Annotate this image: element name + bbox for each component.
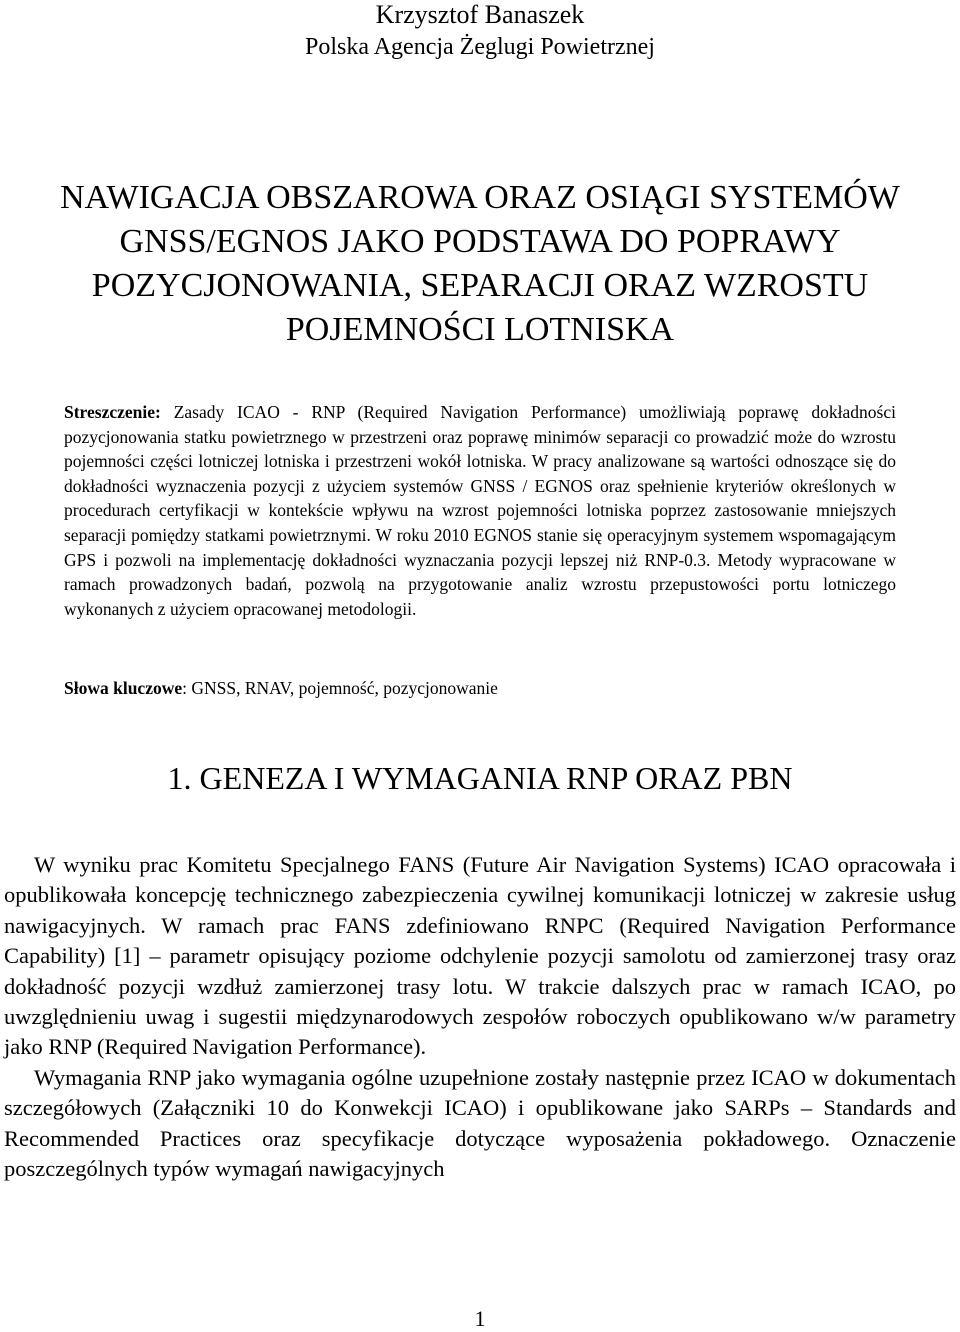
keywords-label: Słowa kluczowe [64, 678, 183, 698]
author-block [0, 0, 960, 62]
keywords [64, 676, 896, 700]
section-body [4, 850, 956, 1184]
body-paragraph: W wyniku prac Komitetu Specjalnego FANS (Future Air Navigation Systems) ICAO opracowała i opublikowała koncepcję technicznego zabezpieczenia cywilnej komunikacji lotniczej w zakresie usług nawigacyjnych. W ramach prac FANS zdefiniowano RNPC (Required Navigation Performance Capability) [1] – parametr opisujący poziome odchylenie pozycji samolotu od zamierzonej trasy oraz dokładność pozycji wzdłuż zamierzonej trasy lotu. W trakcie dalszych prac w ramach ICAO, po uwzględnieniu uwag i sugestii międzynarodowych zespołów roboczych opublikowano w/w parametry jako RNP (Required Navigation Performance). [4, 852, 956, 1060]
abstract-text: Zasady ICAO - RNP (Required Navigation Performance) umożliwiają poprawę dokładności pozycjonowania statku powietrznego w przestrzeni oraz poprawę minimów separacji co prowadzić może do wzrostu pojemności części lotniczej lotniska i przestrzeni wokół lotniska. W pracy analizowane są wartości odnoszące się do dokładności wyznaczenia pozycji z użyciem systemów GNSS / EGNOS oraz spełnienie kryteriów określonych w procedurach certyfikacji w kontekście wpływu na wzrost pojemności lotniska poprzez zastosowanie mniejszych separacji pomiędzy statkami powietrznymi. W roku 2010 EGNOS stanie się operacyjnym systemem wspomagającym GPS i pozwoli na implementację dokładności wyznaczania pozycji lepszej niż RNP-0.3. Metody wypracowane w ramach prowadzonych badań, pozwolą na przygotowanie analiz wzrostu przepustowości portu lotniczego wykonanych z użyciem opracowanej metodologii. [64, 402, 896, 619]
body-paragraph: Wymagania RNP jako wymagania ogólne uzupełnione zostały następnie przez ICAO w dokumentach szczegółowych (Załączniki 10 do Konwekcji ICAO) i opublikowane jako SARPs – Standards and Recommended Practices oraz specyfikacje dotyczące wyposażenia pokładowego. Oznaczenie poszczególnych typów wymagań nawigacyjnych [4, 1064, 956, 1182]
author-affiliation: Polska Agencja Żeglugi Powietrznej [305, 34, 655, 60]
paper-title: NAWIGACJA OBSZAROWA ORAZ OSIĄGI SYSTEMÓW GNSS/EGNOS JAKO PODSTAWA DO POPRAWY POZYCJONOWANIA, SEPARACJI ORAZ WZROSTU POJEMNOŚCI LOTNISKA [60, 179, 900, 348]
page-number: 1 [474, 1306, 486, 1331]
abstract [64, 400, 896, 621]
section-heading: 1. GENEZA I WYMAGANIA RNP ORAZ PBN [167, 760, 793, 796]
abstract-label: Streszczenie: [64, 402, 161, 422]
author-name: Krzysztof Banaszek [375, 0, 585, 29]
keywords-text: : GNSS, RNAV, pojemność, pozycjonowanie [182, 678, 498, 698]
